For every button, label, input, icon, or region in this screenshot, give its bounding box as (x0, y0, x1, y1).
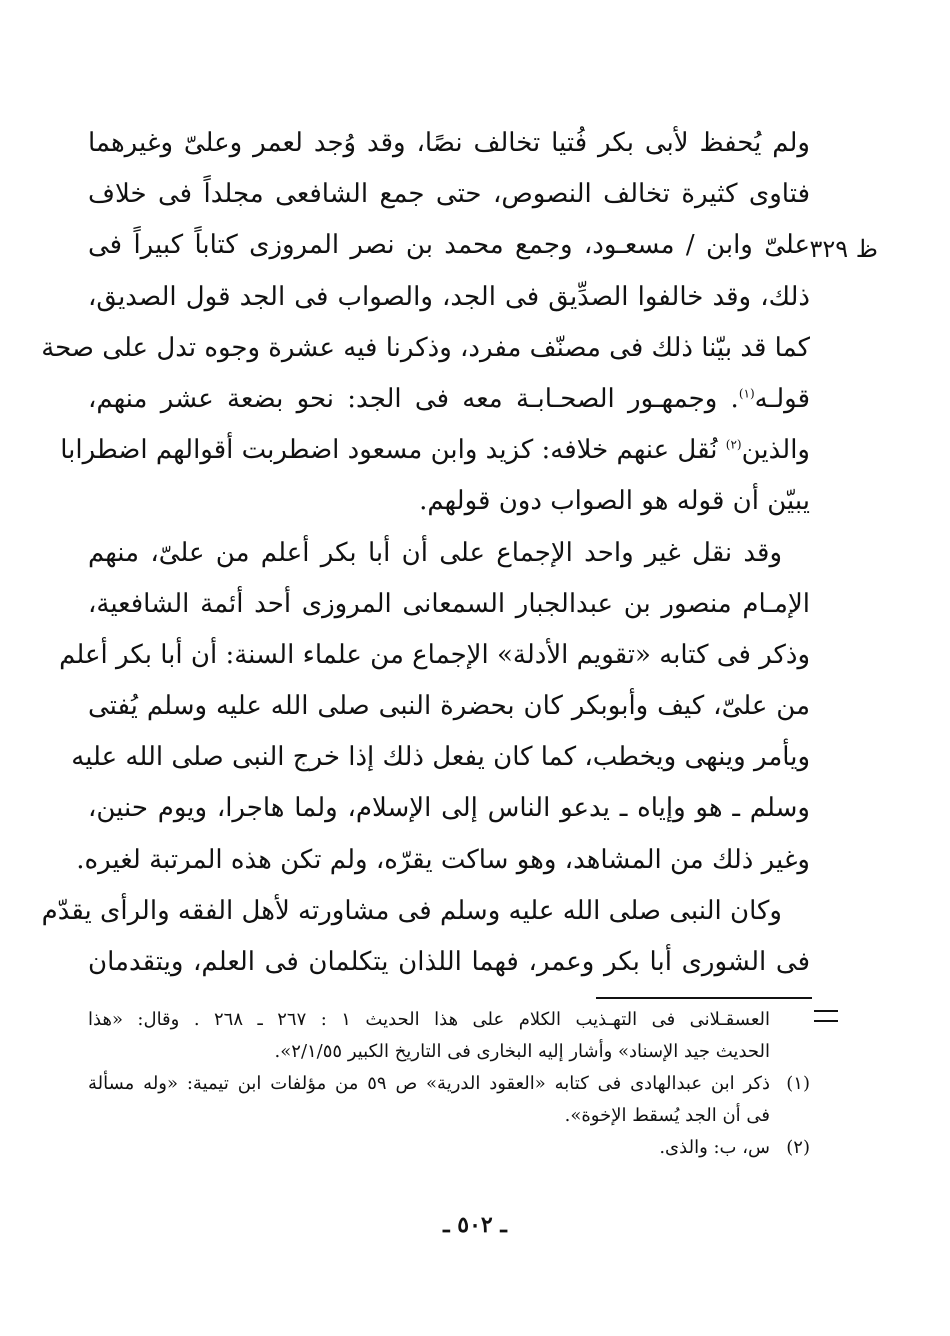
footnote-continuation-line: العسقـلانى فى التهـذيب الكلام على هذا الحديث ١ : ٢٦٧ ـ ٢٦٨ . وقال: «هذا (88, 1009, 771, 1030)
footnote-text: ذكر ابن عبدالهادى فى كتابه «العقود الدرية» ص ٥٩ من مؤلفات ابن تيمية: «وله مسألة (88, 1073, 770, 1094)
footnote-ref-2: (٢) (725, 437, 742, 452)
folio-margin-note: ظ ٣٢٩ (809, 235, 878, 263)
body-line: ويأمر وينهى ويخطب، كما كان يفعل ذلك إذا خرج النبى صلى الله عليه (71, 742, 810, 773)
footnote-1-line: فى أن الجد يُسقط الإخوة». (564, 1105, 770, 1126)
body-line: الإمـام منصور بن عبدالجبار السمعانى المروزى أحد أئمة الشافعية، (88, 588, 810, 619)
footnote-continuation-mark (814, 1010, 838, 1022)
body-line: يبيّن أن قوله هو الصواب دون قولهم. (419, 486, 810, 517)
body-line: وغير ذلك من المشاهد، وهو ساكت يقرّه، ولم تكن هذه المرتبة لغيره. (76, 844, 810, 875)
footnote-continuation-line: الحديث جيد الإسناد» وأشار إليه البخارى فى التاريخ الكبير ٢/١/٥٥». (274, 1041, 770, 1062)
footnote-ref-1: (١) (738, 386, 755, 401)
body-line-part: والذين (741, 435, 810, 466)
body-line: فتاوى كثيرة تخالف النصوص، حتى جمع الشافعى مجلداً فى خلاف (88, 179, 810, 210)
body-line: كما قد بيّنا ذلك فى مصنّف مفرد، وذكرنا فيه عشرة وجوه تدل على صحة (41, 332, 810, 363)
body-line (88, 374, 810, 425)
body-line (60, 425, 810, 476)
footnote-2 (88, 1132, 810, 1164)
body-line: ذلك، وقد خالفوا الصدِّيق فى الجد، والصواب فى الجد قول الصديق، (88, 281, 810, 312)
footnotes-section (88, 1004, 810, 1164)
body-line: وذكر فى كتابه «تقويم الأدلة» الإجماع من علماء السنة: أن أبا بكر أعلم (59, 639, 810, 670)
page-number: ـ ٥٠٢ ـ (443, 1212, 507, 1238)
body-line-part: قولـه (754, 383, 810, 414)
body-line: ولم يُحفظ لأبى بكر فُتيا تخالف نصًا، وقد وُجد لعمر وعلىّ وغيرهما (88, 128, 810, 158)
paragraph-start: وقد نقل غير واحد الإجماع على أن أبا بكر أعلم من علىّ، منهم (88, 537, 782, 568)
body-line: علىّ وابن / مسعـود، وجمع محمد بن نصر المروزى كتاباً كبيراً فى (88, 230, 810, 261)
footnote-text: س، ب: والذى. (659, 1137, 770, 1158)
body-line-part: نُقل عنهم خلافه: كزيد وابن مسعود اضطربت أقوالهم اضطرابا (60, 435, 726, 466)
paragraph-start: وكان النبى صلى الله عليه وسلم فى مشاورته لأهل الفقه والرأى يقدّم (41, 895, 782, 926)
body-line: وسلم ـ هو وإياه ـ يدعو الناس إلى الإسلام، ولما هاجرا، ويوم حنين، (88, 793, 810, 824)
body-text (41, 118, 810, 988)
body-line: من علىّ، كيف وأبوبكر كان بحضرة النبى صلى الله عليه وسلم يُفتى (88, 691, 810, 722)
body-line-part: . وجمهـور الصحـابـة معه فى الجد: نحو بضعة عشر منهم، (88, 383, 739, 414)
footnote-separator-rule (596, 997, 812, 999)
footnote-number: (١) (786, 1073, 810, 1094)
body-line: فى الشورى أبا بكر وعمر، فهما اللذان يتكلمان فى العلم، ويتقدمان (88, 947, 810, 977)
footnote-1 (88, 1068, 810, 1100)
footnote-number: (٢) (786, 1137, 810, 1158)
